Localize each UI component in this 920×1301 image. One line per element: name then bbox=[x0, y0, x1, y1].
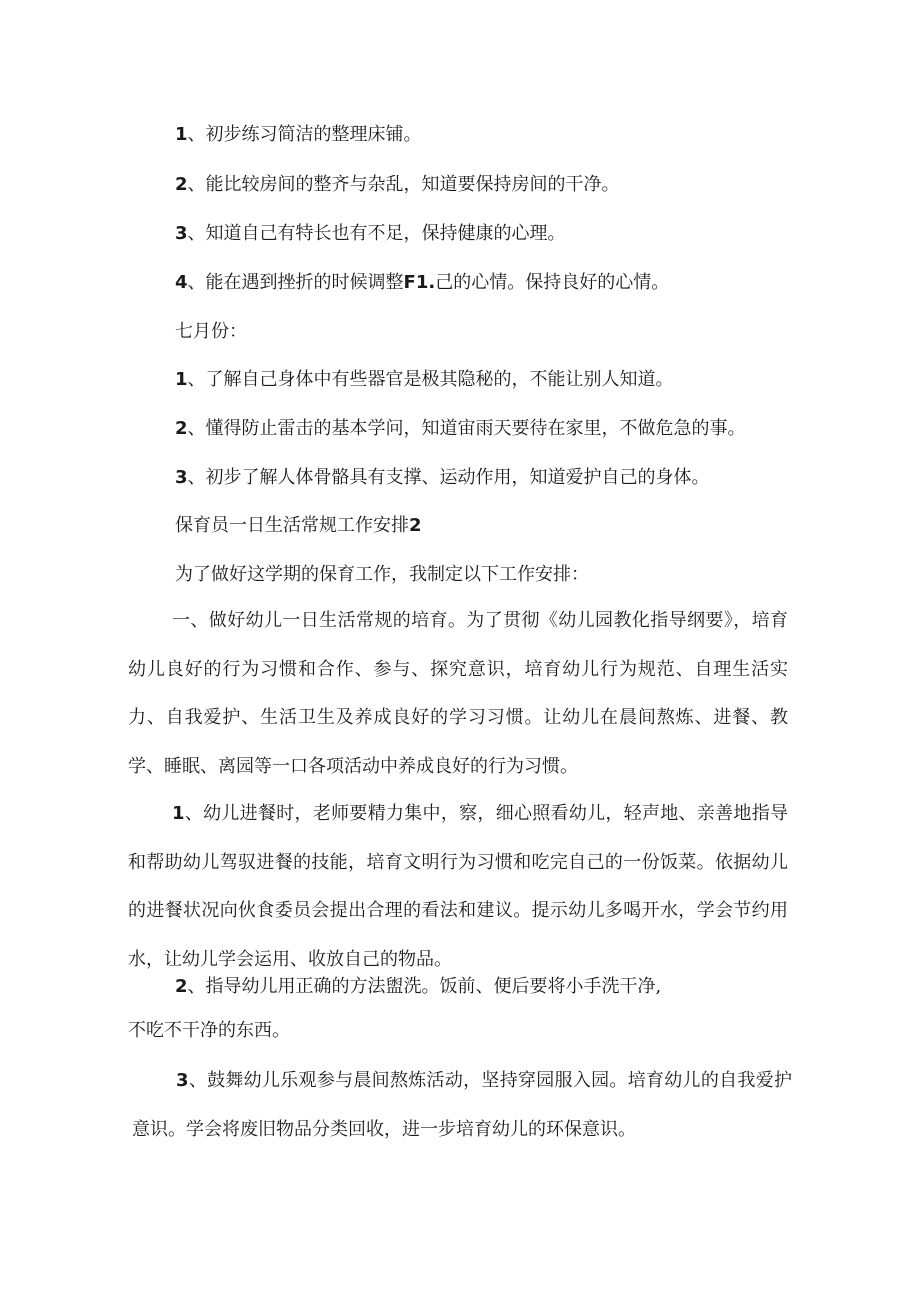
item-text: 己的心情。保持良好的心情。 bbox=[435, 272, 670, 293]
section-title-number: 2 bbox=[409, 515, 422, 536]
july-item-3 bbox=[175, 465, 710, 491]
june-item-4 bbox=[175, 270, 669, 296]
item-number: 1 bbox=[175, 124, 188, 145]
item-number: 3 bbox=[175, 467, 188, 488]
june-item-2 bbox=[175, 172, 620, 198]
item-number: 3 bbox=[175, 223, 188, 244]
item-text: 、能比较房间的整齐与杂乱，知道要保持房间的干净。 bbox=[187, 174, 620, 195]
care-item-3 bbox=[132, 1057, 792, 1154]
july-item-2 bbox=[175, 416, 746, 442]
item-text: 、鼓舞幼儿乐观参与晨间熬炼活动，坚持穿园服入园。培育幼儿的自我爱护意识。学会将废旧物品分类回收，进一步培育幼儿的环保意识。 bbox=[132, 1070, 792, 1140]
item-text: 、初步了解人体骨骼具有支撑、运动作用，知道爱护自己的身体。 bbox=[187, 467, 710, 488]
section-title-text: 保育员一日生活常规工作安排 bbox=[175, 515, 409, 536]
item-text: 、初步练习简洁的整理床铺。 bbox=[187, 124, 422, 145]
care-item-2-line-1 bbox=[175, 974, 661, 1000]
july-item-1 bbox=[175, 367, 674, 393]
item-number: 2 bbox=[175, 174, 188, 195]
june-item-1 bbox=[175, 122, 422, 148]
item-text: 、懂得防止雷击的基本学问，知道宙雨天要待在家里，不做危急的事。 bbox=[187, 418, 746, 439]
intro-paragraph: 为了做好这学期的保育工作，我制定以下工作安排： bbox=[175, 564, 589, 585]
item-number: 2 bbox=[175, 418, 188, 439]
item-text: 、能在遇到挫折的时候调整 bbox=[187, 272, 404, 293]
care-item-2-line-2: 不吃不干净的东西。 bbox=[128, 1020, 290, 1041]
item-text: 、幼儿进餐时，老师要精力集中，察，细心照看幼儿，轻声地、亲善地指导和帮助幼儿驾驭进餐的技能，培育文明行为习惯和吃完自己的一份饭菜。依据幼儿的进餐状况向伙食委员会提出合理的看法和建议。提示幼儿多喝开水，学会节约用水，让幼儿学会运用、收放自己的物品。 bbox=[128, 803, 788, 970]
section-title bbox=[175, 513, 422, 539]
item-text: 、指导幼儿用正确的方法盥洗。饭前、便后要将小手洗干净, bbox=[187, 976, 662, 997]
item-number: 1 bbox=[172, 803, 185, 824]
item-text: 、了解自己身体中有些器官是极其隐秘的，不能让别人知道。 bbox=[187, 369, 674, 390]
care-item-1 bbox=[128, 790, 788, 984]
section-one-paragraph: 一、做好幼儿一日生活常规的培育。为了贯彻《幼儿园教化指导纲要》，培育幼儿良好的行为习惯和合作、参与、探究意识，培育幼儿行为规范、自理生活实力、自我爱护、生活卫生及养成良好的学习习惯。让幼儿在晨间熬炼、进餐、教学、睡眠、离园等一口各项活动中养成良好的行为习惯。 bbox=[128, 610, 788, 777]
item-number: 4 bbox=[175, 272, 188, 293]
item-number: 3 bbox=[176, 1070, 189, 1091]
item-number: 1 bbox=[175, 369, 188, 390]
item-text-bold: F1. bbox=[403, 272, 436, 293]
july-heading: 七月份： bbox=[175, 321, 247, 342]
june-item-3 bbox=[175, 221, 566, 247]
item-number: 2 bbox=[175, 976, 188, 997]
item-text: 、知道自己有特长也有不足，保持健康的心理。 bbox=[187, 223, 566, 244]
